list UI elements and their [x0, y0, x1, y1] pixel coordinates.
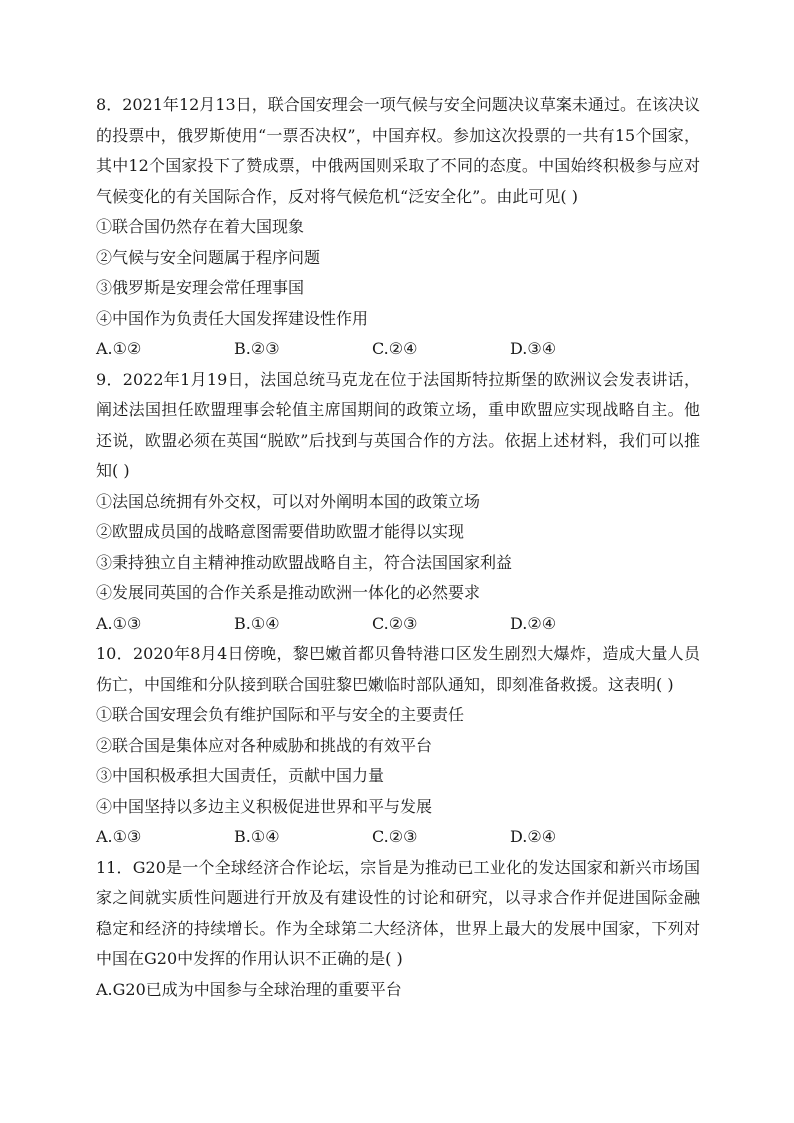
- question-stem: 9．2022年1月19日，法国总统马克龙在位于法国斯特拉斯堡的欧洲议会发表讲话，阐述法国担任欧盟理事会轮值主席国期间的政策立场，重申欧盟应实现战略自主。他还说，欧盟必须在英国“脱欧”后找到与英国合作的方法。依据上述材料，我们可以推知( ): [96, 369, 700, 480]
- choice-b[interactable]: B.②③: [234, 339, 280, 358]
- question-11: [96, 853, 700, 1006]
- answer-choices: [96, 822, 700, 853]
- statement-4: ④中国作为负责任大国发挥建设性作用: [96, 308, 369, 328]
- question-9: [96, 365, 700, 640]
- statement-1: ①法国总统拥有外交权，可以对外阐明本国的政策立场: [96, 491, 481, 511]
- statement-2: ②欧盟成员国的战略意图需要借助欧盟才能得以实现: [96, 522, 465, 541]
- choice-a[interactable]: A.G20已成为中国参与全球治理的重要平台: [96, 979, 402, 999]
- question-8: [96, 90, 700, 365]
- choice-a[interactable]: A.①③: [96, 613, 142, 633]
- statement-1: ①联合国仍然存在着大国现象: [96, 217, 305, 236]
- choice-d[interactable]: D.②④: [510, 827, 557, 846]
- choice-c[interactable]: C.②④: [372, 339, 418, 358]
- statement-3: ③秉持独立自主精神推动欧盟战略自主，符合法国国家利益: [96, 552, 513, 572]
- question-10: [96, 639, 700, 853]
- question-stem: 8．2021年12月13日，联合国安理会一项气候与安全问题决议草案未通过。在该决议的投票中，俄罗斯使用“一票否决权”，中国弃权。参加这次投票的一共有15个国家，其中12个国家投下了赞成票，中俄两国则采取了不同的态度。中国始终积极参与应对气候变化的有关国际合作，反对将气候危机“泛安全化”。由此可见( ): [96, 95, 700, 206]
- statement-2: ②联合国是集体应对各种威胁和挑战的有效平台: [96, 735, 433, 755]
- choice-c[interactable]: C.②③: [372, 827, 418, 846]
- statement-2: ②气候与安全问题属于程序问题: [96, 247, 321, 267]
- statement-3: ③中国积极承担大国责任，贡献中国力量: [96, 766, 385, 785]
- statement-3: ③俄罗斯是安理会常任理事国: [96, 278, 305, 297]
- question-stem: 11．G20是一个全球经济合作论坛，宗旨是为推动已工业化的发达国家和新兴市场国家之间就实质性问题进行开放及有建设性的讨论和研究，以寻求合作并促进国际金融稳定和经济的持续增长。作为全球第二大经济体，世界上最大的发展中国家，下列对中国在G20中发挥的作用认识不正确的是( ): [96, 857, 700, 968]
- choice-b[interactable]: B.①④: [234, 827, 280, 846]
- exam-page: [96, 90, 700, 1005]
- choice-d[interactable]: D.②④: [510, 613, 557, 633]
- answer-choices: [96, 609, 700, 640]
- statement-4: ④中国坚持以多边主义积极促进世界和平与发展: [96, 796, 433, 816]
- choice-a[interactable]: A.①②: [96, 339, 142, 358]
- choice-d[interactable]: D.③④: [510, 339, 557, 358]
- statement-4: ④发展同英国的合作关系是推动欧洲一体化的必然要求: [96, 583, 481, 602]
- question-stem: 10．2020年8月4日傍晚，黎巴嫩首都贝鲁特港口区发生剧烈大爆炸，造成大量人员伤亡，中国维和分队接到联合国驻黎巴嫩临时部队通知，即刻准备救援。这表明( ): [96, 644, 700, 694]
- answer-choices: [96, 334, 700, 365]
- choice-c[interactable]: C.②③: [372, 613, 418, 633]
- choice-b[interactable]: B.①④: [234, 613, 280, 633]
- choice-a[interactable]: A.①③: [96, 827, 142, 846]
- statement-1: ①联合国安理会负有维护国际和平与安全的主要责任: [96, 705, 465, 724]
